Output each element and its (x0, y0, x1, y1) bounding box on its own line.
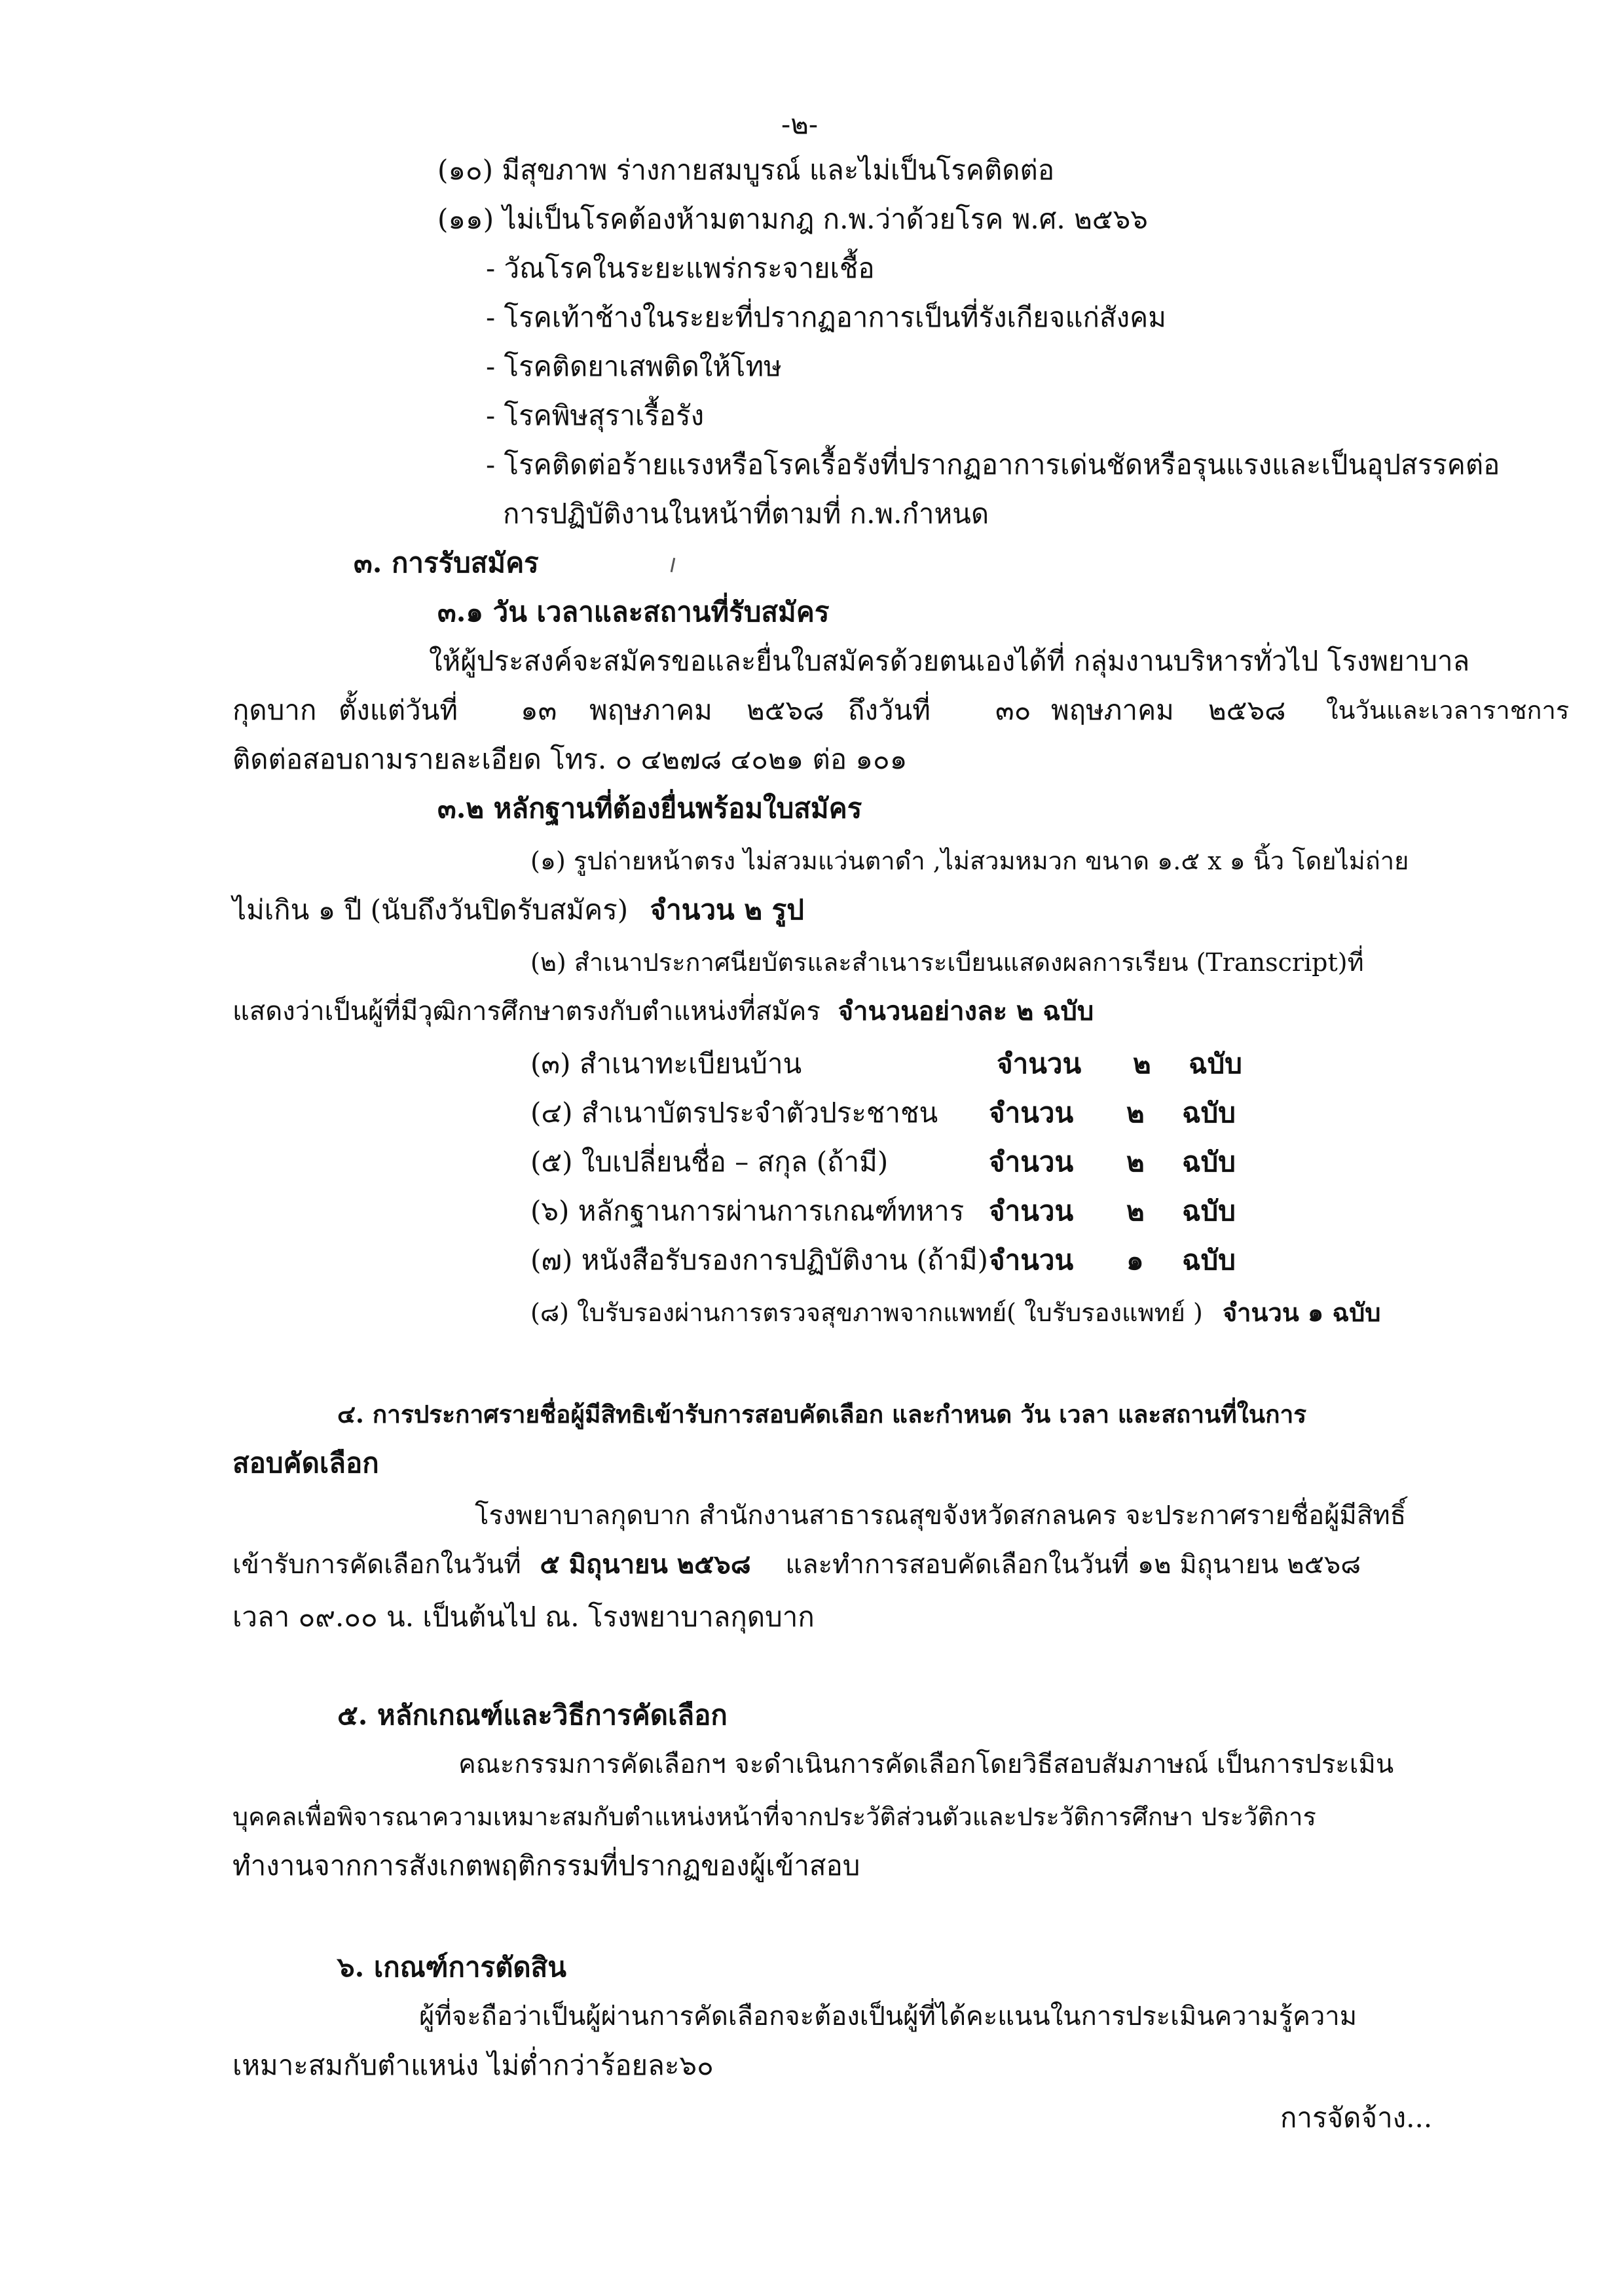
section-6-heading: ๖. เกณฑ์การตัดสิน (337, 1951, 566, 1983)
section-4-line-1: โรงพยาบาลกุดบาก สำนักงานสาธารณสุขจังหวัดสกลนคร จะประกาศรายชื่อผู้มีสิทธิ์ (475, 1501, 1407, 1531)
document-item-qty: ๒ (1133, 1048, 1151, 1080)
disease-item: - โรคเท้าช้างในระยะที่ปรากฏอาการเป็นที่รังเกียจแก่สังคม (486, 301, 1166, 333)
pen-mark (671, 558, 676, 572)
document-item-qty-label: จำนวน (997, 1048, 1082, 1080)
item-1-line-1: (๑) รูปถ่ายหน้าตรง ไม่สวมแว่นตาดำ ,ไม่สวมหมวก ขนาด ๑.๕ x ๑ นิ้ว โดยไม่ถ่าย (530, 847, 1409, 875)
document-item-row (530, 1142, 1251, 1182)
word: ๓๐ (995, 694, 1031, 726)
word: ๑๓ (521, 694, 557, 726)
word: ตั้งแต่วันที่ (339, 694, 458, 726)
document-item-label: (๖) หลักฐานการผ่านการเกณฑ์ทหาร (530, 1195, 965, 1227)
section-3-1-line-1: ให้ผู้ประสงค์จะสมัครขอและยื่นใบสมัครด้วยตนเองได้ที่ กลุ่มงานบริหารทั่วไป โรงพยาบาล (429, 645, 1470, 677)
document-item-qty-label: จำนวน (989, 1146, 1074, 1178)
disease-item-continued: การปฏิบัติงานในหน้าที่ตามที่ ก.พ.กำหนด (503, 498, 989, 530)
section-4-line-3: เวลา ๐๙.๐๐ น. เป็นต้นไป ณ. โรงพยาบาลกุดบาก (232, 1601, 815, 1633)
document-item-unit: ฉบับ (1182, 1146, 1236, 1178)
item-2-line-2 (232, 992, 1094, 1031)
document-item-row (530, 1093, 1251, 1133)
section-5-heading: ๕. หลักเกณฑ์และวิธีการคัดเลือก (337, 1699, 728, 1731)
item-8-quantity: จำนวน ๑ ฉบับ (1222, 1298, 1381, 1327)
section-5-line-3: ทำงานจากการสังเกตพฤติกรรมที่ปรากฏของผู้เข้าสอบ (232, 1850, 860, 1882)
document-item-unit: ฉบับ (1182, 1195, 1236, 1227)
announcement-date: ๕ มิถุนายน ๒๕๖๘ (540, 1549, 751, 1580)
document-item-qty-label: จำนวน (989, 1097, 1074, 1129)
item-1-line-2 (232, 890, 804, 930)
document-item-unit: ฉบับ (1189, 1048, 1242, 1080)
disease-item: - โรคติดต่อร้ายแรงหรือโรคเรื้อรังที่ปรากฏอาการเด่นชัดหรือรุนแรงและเป็นอุปสรรคต่อ (486, 448, 1500, 481)
item-1-text: ไม่เกิน ๑ ปี (นับถึงวันปิดรับสมัคร) (232, 894, 629, 926)
qualification-10: (๑๐) มีสุขภาพ ร่างกายสมบูรณ์ และไม่เป็นโรคติดต่อ (437, 154, 1055, 186)
document-item-unit: ฉบับ (1182, 1097, 1236, 1129)
section-3-1-line-3: ติดต่อสอบถามรายละเอียด โทร. ๐ ๔๒๗๘ ๔๐๒๑ ต่อ ๑๐๑ (232, 743, 908, 775)
word: ๒๕๖๘ (747, 694, 824, 726)
section-4-heading-line-1: ๔. การประกาศรายชื่อผู้มีสิทธิเข้ารับการสอบคัดเลือก และกำหนด วัน เวลา และสถานที่ในการ (337, 1400, 1307, 1429)
document-item-qty: ๒ (1126, 1097, 1145, 1129)
section-5-line-2: บุคคลเพื่อพิจารณาความเหมาะสมกับตำแหน่งหน้าที่จากประวัติส่วนตัวและประวัติการศึกษา ประวัติการ (232, 1802, 1316, 1831)
document-item-label: (๗) หนังสือรับรองการปฏิบัติงาน (ถ้ามี) (530, 1244, 988, 1276)
section-3-1-line-2 (232, 691, 1570, 730)
document-item-row (530, 1044, 1251, 1084)
word: ถึงวันที่ (848, 694, 931, 726)
item-1-quantity: จำนวน ๒ รูป (650, 894, 804, 926)
page-number: -๒- (781, 108, 819, 140)
document-item-qty: ๒ (1126, 1146, 1145, 1178)
section-3-1-heading: ๓.๑ วัน เวลาและสถานที่รับสมัคร (437, 596, 830, 628)
document-item-unit: ฉบับ (1182, 1244, 1236, 1276)
section-4-line-2 (232, 1545, 1361, 1584)
section-3-heading: ๓. การรับสมัคร (354, 547, 539, 579)
document-item-qty-label: จำนวน (989, 1244, 1074, 1276)
document-item-row (530, 1241, 1251, 1280)
section-4-line-2-post: และทำการสอบคัดเลือกในวันที่ ๑๒ มิถุนายน ๒๕๖๘ (785, 1550, 1361, 1580)
section-6-line-2: เหมาะสมกับตำแหน่ง ไม่ต่ำกว่าร้อยละ๖๐ (232, 2049, 714, 2081)
item-8-text: (๘) ใบรับรองผ่านการตรวจสุขภาพจากแพทย์( ใบรับรองแพทย์ ) (530, 1298, 1203, 1327)
disease-item: - โรคติดยาเสพติดให้โทษ (486, 350, 782, 382)
section-4-heading-line-2: สอบคัดเลือก (232, 1447, 379, 1479)
section-5-line-1: คณะกรรมการคัดเลือกฯ จะดำเนินการคัดเลือกโดยวิธีสอบสัมภาษณ์ เป็นการประเมิน (458, 1749, 1394, 1779)
word: ในวันและเวลาราชการ (1326, 696, 1570, 725)
document-item-row (530, 1192, 1251, 1231)
section-4-line-2-pre: เข้ารับการคัดเลือกในวันที่ (232, 1550, 521, 1580)
disease-item: - โรคพิษสุราเรื้อรัง (486, 399, 705, 431)
qualification-11: (๑๑) ไม่เป็นโรคต้องห้ามตามกฎ ก.พ.ว่าด้วยโรค พ.ศ. ๒๕๖๖ (437, 203, 1148, 235)
document-item-qty: ๒ (1126, 1195, 1145, 1227)
document-item-label: (๔) สำเนาบัตรประจำตัวประชาชน (530, 1097, 938, 1129)
item-2-line-1: (๒) สำเนาประกาศนียบัตรและสำเนาระเบียนแสดงผลการเรียน (Transcript)ที่ (530, 948, 1364, 977)
item-2-quantity: จำนวนอย่างละ ๒ ฉบับ (838, 996, 1094, 1027)
word: พฤษภาคม (1051, 694, 1174, 726)
disease-item: - วัณโรคในระยะแพร่กระจายเชื้อ (486, 252, 875, 284)
document-item-label: (๕) ใบเปลี่ยนชื่อ – สกุล (ถ้ามี) (530, 1146, 889, 1178)
item-2-text: แสดงว่าเป็นผู้ที่มีวุฒิการศึกษาตรงกับตำแหน่งที่สมัคร (232, 996, 821, 1027)
section-3-2-heading: ๓.๒ หลักฐานที่ต้องยื่นพร้อมใบสมัคร (437, 792, 862, 824)
document-item-qty-label: จำนวน (989, 1195, 1074, 1227)
document-item-qty: ๑ (1126, 1244, 1144, 1276)
word: กุดบาก (232, 694, 317, 726)
word: ๒๕๖๘ (1208, 694, 1286, 726)
item-8 (530, 1293, 1381, 1332)
word: พฤษภาคม (589, 694, 712, 726)
continuation-text: การจัดจ้าง... (1280, 2102, 1433, 2134)
section-6-line-1: ผู้ที่จะถือว่าเป็นผู้ผ่านการคัดเลือกจะต้องเป็นผู้ที่ได้คะแนนในการประเมินความรู้ความ (419, 2001, 1357, 2032)
document-item-label: (๓) สำเนาทะเบียนบ้าน (530, 1048, 802, 1080)
